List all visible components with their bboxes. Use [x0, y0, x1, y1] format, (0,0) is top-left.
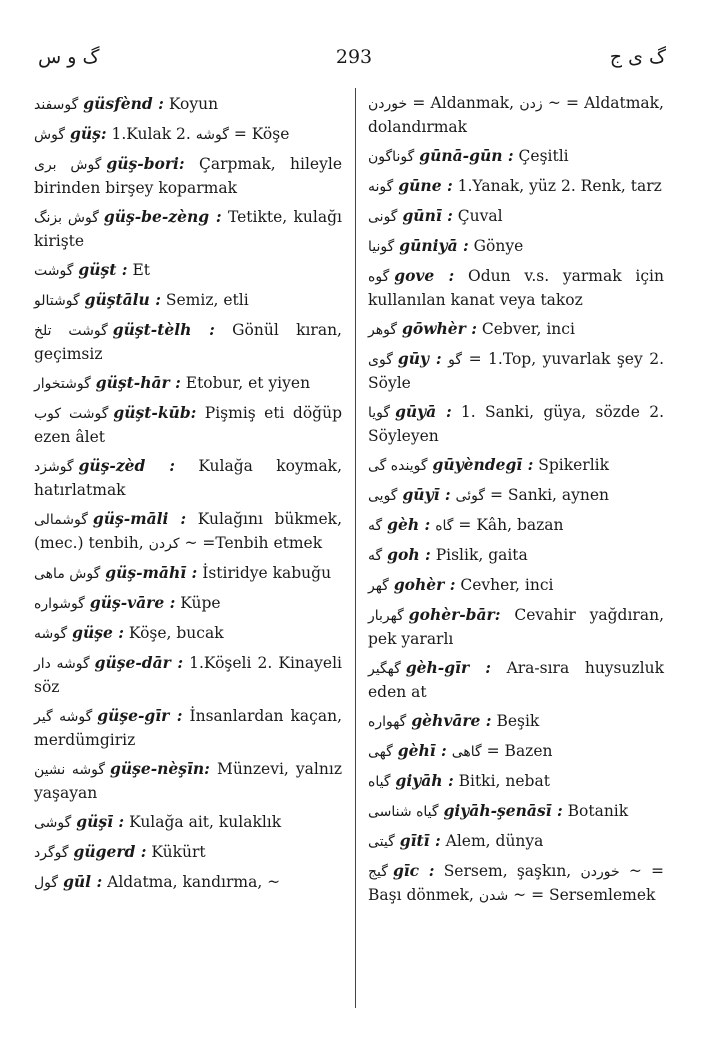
- entry-arabic: گوسفند: [34, 97, 79, 113]
- entry-arabic: گوشواره: [34, 596, 85, 612]
- dictionary-entry: [34, 757, 342, 805]
- entry-arabic-inline: گاهی: [451, 744, 482, 760]
- entry-arabic: گوناگون: [368, 149, 415, 165]
- entry-definition: Ara-sıra huysuzluk eden at: [368, 659, 664, 701]
- header-left-arabic: گ و س: [38, 46, 100, 68]
- entry-definition-2: ~ = Başı dönmek,: [368, 862, 664, 904]
- entry-arabic: گوشتخوار: [34, 376, 91, 392]
- entry-arabic: گوینده گی: [368, 458, 428, 474]
- dictionary-entry: [368, 543, 664, 568]
- dictionary-entry: [368, 234, 664, 259]
- entry-headword: güşt :: [78, 260, 128, 279]
- dictionary-entry: [368, 573, 664, 598]
- dictionary-entry: [34, 621, 342, 646]
- dictionary-entry: [368, 264, 664, 312]
- entry-arabic-inline: خوردن: [368, 96, 408, 112]
- entry-headword: giyāh :: [395, 771, 454, 790]
- dictionary-entry: [34, 651, 342, 699]
- entry-arabic: گوشه: [34, 626, 68, 642]
- dictionary-entry: [368, 829, 664, 854]
- dictionary-entry: [34, 318, 342, 366]
- entry-definition: İnsanlardan kaçan, merdümgiriz: [34, 707, 342, 749]
- entry-arabic-inline: گوئی: [455, 488, 485, 504]
- entry-arabic: گهر: [368, 578, 389, 594]
- dictionary-entry: [368, 603, 664, 651]
- dictionary-entry: [34, 454, 342, 502]
- entry-arabic: گوشت تلخ: [34, 323, 108, 339]
- entry-headword: güş-be-zèng :: [103, 207, 222, 226]
- entry-headword: güşt-kūb:: [113, 403, 197, 422]
- entry-arabic: گوشت کوب: [34, 406, 109, 422]
- dictionary-entry: [34, 205, 342, 253]
- entry-headword: gove :: [394, 266, 455, 285]
- entry-arabic: گوه: [368, 269, 390, 285]
- entry-definition: Köşe, bucak: [128, 624, 224, 642]
- entry-definition-3: ~ = Sersemlemek: [513, 886, 656, 904]
- entry-arabic: گوش: [34, 127, 65, 143]
- dictionary-entry: [368, 483, 664, 508]
- entry-headword: gūyā :: [395, 402, 452, 421]
- entry-definition: Pislik, gaita: [435, 546, 528, 564]
- dictionary-entry: [34, 561, 342, 586]
- dictionary-entry: [368, 656, 664, 704]
- entry-definition-2: = Bazen: [486, 742, 553, 760]
- entry-headword: güşt-hār :: [95, 373, 181, 392]
- entry-headword: güşe-nèşīn:: [110, 759, 210, 778]
- dictionary-entry: [368, 739, 664, 764]
- entry-definition: Semiz, etli: [165, 291, 249, 309]
- dictionary-entry: [368, 859, 664, 908]
- entry-definition: Gönül kıran, geçimsiz: [34, 321, 342, 363]
- entry-arabic: گوگرد: [34, 845, 69, 861]
- entry-definition: Çeşitli: [518, 147, 569, 165]
- entry-arabic: گوشزد: [34, 459, 74, 475]
- entry-headword: güsfènd :: [83, 94, 164, 113]
- entry-arabic: گونه: [368, 179, 394, 195]
- entry-arabic-inline-2: شدن: [478, 888, 509, 904]
- entry-arabic-inline: گو: [448, 352, 463, 368]
- dictionary-entry: [368, 799, 664, 824]
- dictionary-entry: [368, 769, 664, 794]
- entry-arabic: گویی: [368, 488, 398, 504]
- entry-headword: gūnā-gūn :: [419, 146, 514, 165]
- dictionary-entry: [34, 591, 342, 616]
- entry-headword: gūniyā :: [399, 236, 469, 255]
- entry-headword: güşe-dār :: [94, 653, 184, 672]
- entry-headword: gūnī :: [402, 206, 453, 225]
- entry-definition: Küpe: [180, 594, 221, 612]
- entry-definition: Cevher, inci: [460, 576, 554, 594]
- entry-definition: Kükürt: [151, 843, 206, 861]
- entry-headword: güş-zèd :: [78, 456, 175, 475]
- dictionary-entry: [368, 317, 664, 342]
- entry-headword: gèhī :: [397, 741, 447, 760]
- entry-headword: güş:: [70, 124, 107, 143]
- entry-arabic: گوی: [368, 352, 393, 368]
- entry-definition: Kulağını bükmek, (mec.) tenbih,: [34, 510, 342, 552]
- dictionary-entry: [368, 453, 664, 478]
- entry-headword: gèhvāre :: [411, 711, 492, 730]
- entry-definition: 1.Kulak 2.: [111, 125, 191, 143]
- entry-definition: Münzevi, yalnız yaşayan: [34, 760, 342, 802]
- entry-arabic: گوشه نشین: [34, 762, 106, 778]
- entry-definition-2: = Sanki, aynen: [489, 486, 610, 504]
- entry-headword: güşe :: [72, 623, 124, 642]
- entry-headword: gūne :: [398, 176, 453, 195]
- entry-arabic-inline: گاه: [435, 518, 454, 534]
- entry-arabic: گوهر: [368, 322, 398, 338]
- entry-headword: güş-māhī :: [105, 563, 198, 582]
- entry-definition: Aldatma, kandırma, ~: [107, 873, 281, 891]
- entry-headword: gohèr :: [393, 575, 456, 594]
- column-divider: [355, 88, 356, 1008]
- entry-definition-2: = 1.Top, yuvarlak şey 2. Söyle: [368, 350, 665, 392]
- entry-definition: Cebver, inci: [481, 320, 575, 338]
- entry-headword: goh :: [387, 545, 431, 564]
- dictionary-entry: [368, 400, 664, 448]
- entry-headword: gōwhèr :: [402, 319, 477, 338]
- entry-headword: gūyèndegī :: [432, 455, 534, 474]
- entry-definition: Çuval: [457, 207, 503, 225]
- entry-definition-2: = Kâh, bazan: [458, 516, 564, 534]
- entry-arabic: گویا: [368, 405, 391, 421]
- dictionary-entry: [34, 810, 342, 835]
- dictionary-entry: [368, 513, 664, 538]
- entry-definition: Cevahir yağdıran, pek yararlı: [368, 606, 664, 648]
- entry-definition: Etobur, et yiyen: [185, 374, 311, 392]
- entry-definition: İstiridye kabuğu: [202, 564, 332, 582]
- entry-arabic: گهربار: [368, 608, 404, 624]
- dictionary-entry: [34, 152, 342, 200]
- page-number: 293: [335, 46, 373, 68]
- entry-headword: güştālu :: [84, 290, 161, 309]
- entry-definition-3: ~ = Aldatmak, dolandırmak: [368, 94, 664, 136]
- entry-definition: Sersem, şaşkın,: [443, 862, 572, 880]
- entry-arabic: گوشمالی: [34, 512, 88, 528]
- entry-arabic: گیج: [368, 864, 388, 880]
- entry-arabic-inline: کردن: [148, 536, 180, 552]
- entry-arabic: گهی: [368, 744, 393, 760]
- entry-definition: Odun v.s. yarmak için kullanılan kanat veya takoz: [368, 267, 664, 309]
- entry-headword: gīc :: [392, 861, 435, 880]
- entry-definition-2: = Köşe: [233, 125, 290, 143]
- entry-headword: güş-vāre :: [89, 593, 176, 612]
- entry-definition: Pişmiş eti döğüp ezen âlet: [34, 404, 342, 446]
- entry-arabic: گوش بزنگ: [34, 210, 99, 226]
- entry-headword: gohèr-bār:: [408, 605, 501, 624]
- entry-headword: gèh :: [387, 515, 431, 534]
- entry-headword: güş-bori:: [106, 154, 185, 173]
- dictionary-entry: [34, 401, 342, 449]
- dictionary-entry: [368, 92, 664, 139]
- entry-arabic: گه: [368, 548, 383, 564]
- dictionary-entry: [368, 709, 664, 734]
- entry-arabic: گوشتالو: [34, 293, 80, 309]
- entry-headword: gèh-gīr :: [405, 658, 491, 677]
- dictionary-entry: [34, 507, 342, 556]
- entry-arabic-inline-2: زدن: [519, 96, 543, 112]
- dictionary-entry: [34, 371, 342, 396]
- entry-definition: Koyun: [168, 95, 219, 113]
- entry-headword: güş-māli :: [92, 509, 187, 528]
- entry-headword: gūl :: [63, 872, 103, 891]
- entry-arabic: گوشه گیر: [34, 709, 93, 725]
- entry-arabic: گوش بری: [34, 157, 102, 173]
- entry-headword: gügerd :: [73, 842, 147, 861]
- left-column: [34, 92, 342, 900]
- entry-definition: Gönye: [473, 237, 524, 255]
- entry-arabic: گونیا: [368, 239, 395, 255]
- entry-headword: güşt-tèlh :: [112, 320, 215, 339]
- entry-definition: Alem, dünya: [445, 832, 544, 850]
- entry-headword: gūyī :: [402, 485, 451, 504]
- entry-arabic: گول: [34, 875, 59, 891]
- entry-headword: gītī :: [399, 831, 441, 850]
- dictionary-entry: [368, 144, 664, 169]
- dictionary-entry: [34, 870, 342, 895]
- dictionary-entry: [34, 122, 342, 147]
- entry-arabic: گه: [368, 518, 383, 534]
- entry-definition: 1. Sanki, güya, sözde 2. Söyleyen: [368, 403, 664, 445]
- entry-definition-2: ~ =Tenbih etmek: [184, 534, 323, 552]
- dictionary-entry: [34, 288, 342, 313]
- entry-arabic: گیتی: [368, 834, 395, 850]
- entry-definition: Spikerlik: [538, 456, 610, 474]
- entry-definition: Bitki, nebat: [458, 772, 550, 790]
- entry-definition: Beşik: [496, 712, 540, 730]
- entry-arabic: گوشی: [34, 815, 72, 831]
- header-right-arabic: گ ی ج: [609, 46, 666, 68]
- entry-arabic-inline: گوشه: [195, 127, 229, 143]
- entry-definition: Tetikte, kulağı kirişte: [34, 208, 342, 250]
- entry-definition: Botanik: [567, 802, 629, 820]
- dictionary-entry: [368, 347, 664, 395]
- entry-definition: 1.Yanak, yüz 2. Renk, tarz: [457, 177, 662, 195]
- entry-arabic: گهگیر: [368, 661, 401, 677]
- entry-definition: 1.Köşeli 2. Kinayeli söz: [34, 654, 343, 696]
- entry-definition: Çarpmak, hileyle birinden birşey koparmak: [34, 155, 342, 197]
- entry-arabic: گوشه دار: [34, 656, 90, 672]
- dictionary-entry: [34, 840, 342, 865]
- entry-headword: giyāh-şenāsī :: [443, 801, 563, 820]
- entry-definition: Kulağa koymak, hatırlatmak: [34, 457, 343, 499]
- entry-arabic: گونی: [368, 209, 398, 225]
- entry-definition: Et: [132, 261, 150, 279]
- dictionary-entry: [34, 92, 342, 117]
- entry-headword: güşī :: [76, 812, 125, 831]
- dictionary-entry: [368, 174, 664, 199]
- right-column: [368, 92, 664, 913]
- entry-arabic: گوشت: [34, 263, 74, 279]
- entry-definition: Kulağa ait, kulaklık: [129, 813, 282, 831]
- entry-arabic-inline: خوردن: [580, 864, 620, 880]
- entry-arabic: گیاه: [368, 774, 391, 790]
- dictionary-entry: [368, 204, 664, 229]
- entry-arabic: گیاه شناسی: [368, 804, 439, 820]
- entry-definition-2: = Aldanmak,: [412, 94, 515, 112]
- dictionary-entry: [34, 258, 342, 283]
- entry-headword: gūy :: [397, 349, 442, 368]
- entry-arabic: گوش ماهی: [34, 566, 101, 582]
- entry-arabic: گهواره: [368, 714, 407, 730]
- entry-headword: güşe-gīr :: [97, 706, 183, 725]
- dictionary-entry: [34, 704, 342, 752]
